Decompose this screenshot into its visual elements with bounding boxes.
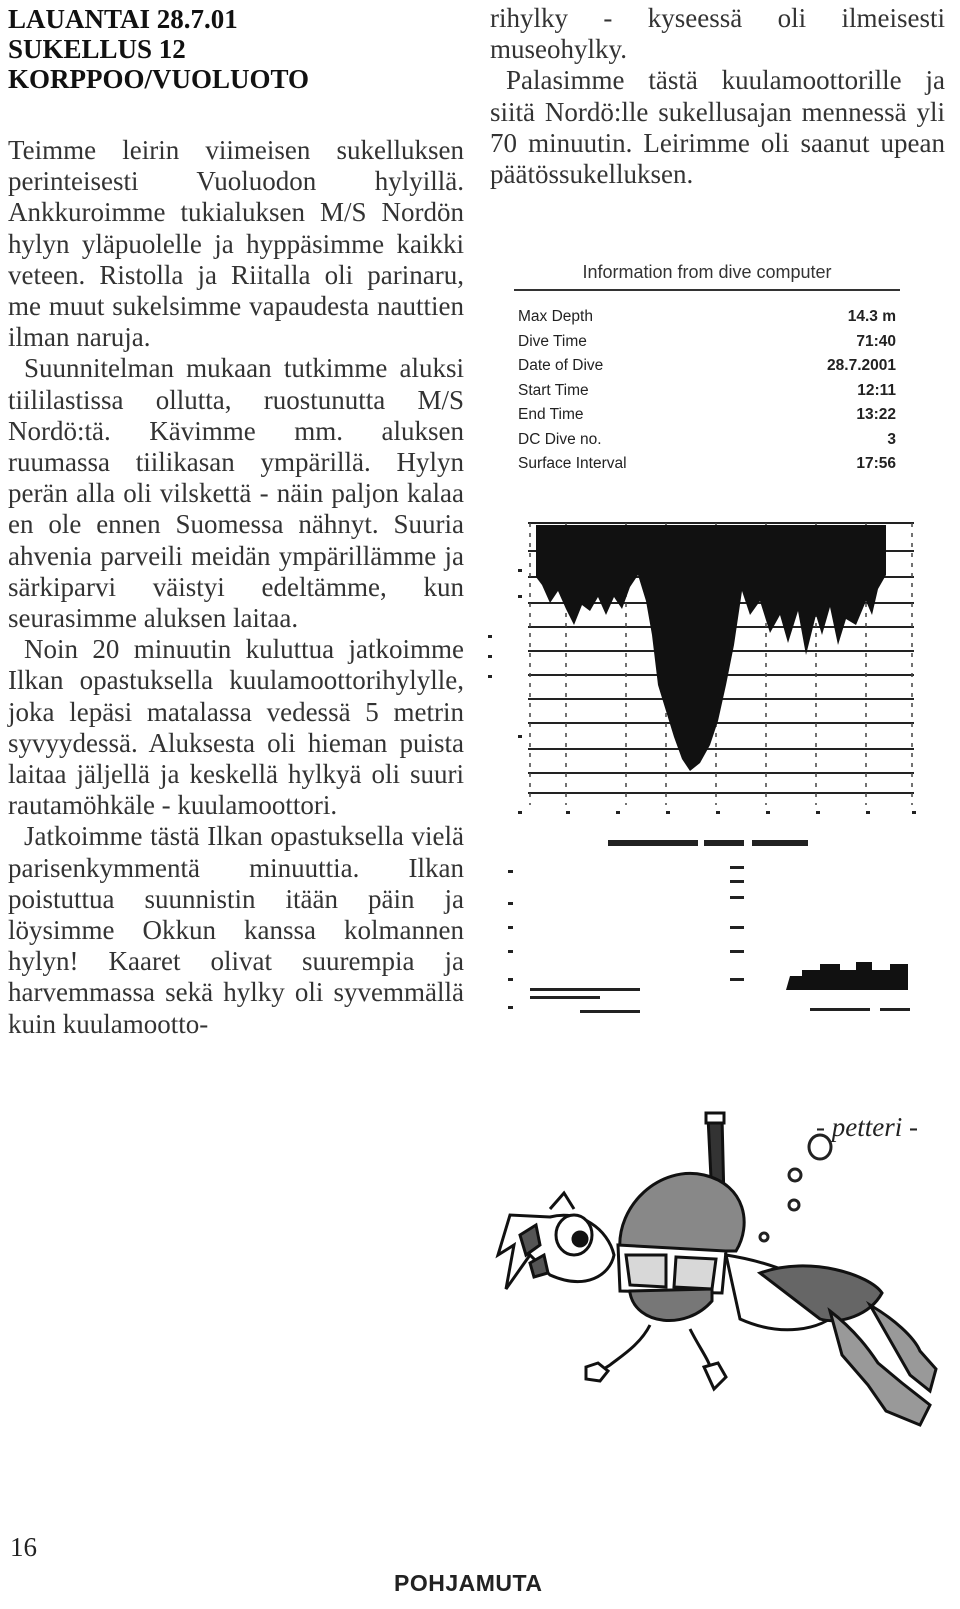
dc-value: 71:40 xyxy=(856,332,896,350)
dc-value: 12:11 xyxy=(857,381,896,399)
dc-label: Date of Dive xyxy=(518,357,604,374)
paragraph-1: Teimme leirin viimeisen sukelluksen perinteisesti Vuoluodon hylyillä. Ankkuroimme tukialuksen M/S Nordön hylyn yläpuolelle ja hyppäsimme kaikki veteen. Ristolla ja Riitalla oli parinaru, me muut sukelsimme vapaudesta nauttien ilman naruja. xyxy=(8,135,464,353)
profile-depth-area xyxy=(536,525,886,771)
heading-location: KORPPOO/VUOLUOTO xyxy=(8,64,310,94)
temp-right-ticks xyxy=(810,1008,910,1011)
dc-label: End Time xyxy=(518,406,584,423)
paragraph-4: Jatkoimme tästä Ilkan opastuksella vielä parisenkymmentä minuuttia. Ilkan poistuttua suunnistin itään päin ja löysimme Okkun kanssa kolmannen hylyn! Kaaret olivat suurempia ja harvemmassa sekä hylky oli syvemmällä kuin kuulamootto- xyxy=(8,821,464,1039)
dc-row-max-depth xyxy=(514,305,900,330)
heading-dive-number: SUKELLUS 12 xyxy=(8,34,186,64)
heading-date: LAUANTAI 28.7.01 xyxy=(8,4,238,34)
temp-caption-blocks xyxy=(608,840,808,846)
dc-row-date xyxy=(514,354,900,379)
dc-row-dive-no xyxy=(514,428,900,453)
dc-label: Dive Time xyxy=(518,332,587,350)
temp-right-bars xyxy=(786,962,908,990)
dc-value: 14.3 m xyxy=(847,308,896,325)
magazine-name: POHJAMUTA xyxy=(394,1570,543,1596)
dc-value: 17:56 xyxy=(856,455,896,472)
dc-row-dive-time xyxy=(514,330,900,355)
dc-label: Start Time xyxy=(518,381,589,399)
dc-value: 28.7.2001 xyxy=(827,357,896,374)
dc-label: Max Depth xyxy=(518,308,593,325)
author-signature: - petteri - xyxy=(816,1112,918,1142)
diver-icon xyxy=(586,1173,936,1425)
dc-row-surface-interval xyxy=(514,452,900,477)
dc-row-start-time xyxy=(514,379,900,404)
paragraph-2: Suunnitelman mukaan tutkimme aluksi tiililastissa ollutta, ruostunutta M/S Nordö:tä. Kävimme mm. aluksen ruumassa tiilikasan ympärillä. Hylyn perän alla oli vilskettä - näin paljon kalaa en ole ennen Suomessa nähnyt. Suuria ahvenia parveili meidän ympärillämme ja särkiparvi väistyi edeltämme, kun seurasimme aluksen laitaa. xyxy=(8,353,464,634)
right-column xyxy=(490,3,945,190)
dive-computer-table xyxy=(514,305,900,477)
temperature-graphic xyxy=(490,830,930,1030)
article-heading xyxy=(8,4,309,94)
dive-profile-graphic xyxy=(486,515,926,825)
paragraph-6: Palasimme tästä kuulamoottorille ja siitä Nordö:lle sukellusajan mennessä yli 70 minuutin. Leirimme oli saanut upean päätössukelluksen. xyxy=(490,65,945,190)
temp-left-markers xyxy=(508,866,744,1009)
dc-row-end-time xyxy=(514,403,900,428)
paragraph-5: rihylky - kyseessä oli ilmeisesti museohylky. xyxy=(490,3,945,65)
page-number: 16 xyxy=(10,1532,37,1562)
dc-value: 13:22 xyxy=(856,406,896,423)
dc-label: Surface Interval xyxy=(518,455,627,472)
dive-computer-title: Information from dive computer xyxy=(514,262,900,291)
dc-value: 3 xyxy=(887,430,896,448)
paragraph-3: Noin 20 minuutin kuluttua jatkoimme Ilkan opastuksella kuulamoottorihylylle, joka lepäsi matalassa vedessä 5 metrin syvyydessä. Aluksesta oli hieman puista laitaa jäljellä ja keskellä hylkyä oli suuri rautamöhkäle - kuulamoottori. xyxy=(8,634,464,821)
temp-left-bars xyxy=(530,988,640,1013)
diver-cartoon xyxy=(490,1105,940,1435)
dive-computer-info xyxy=(514,262,900,477)
fish-icon xyxy=(498,1193,614,1289)
left-column xyxy=(8,135,464,1040)
dc-label: DC Dive no. xyxy=(518,430,602,448)
